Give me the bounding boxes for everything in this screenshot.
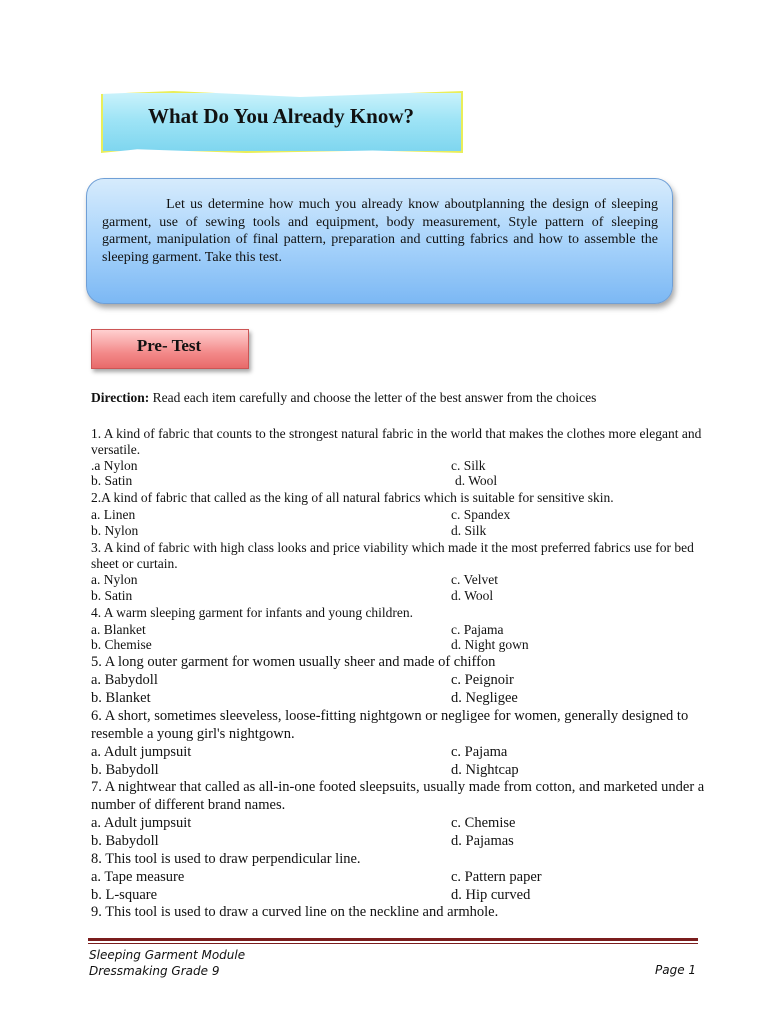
q1-option-d: d. Wool [455,473,498,488]
intro-paragraph: Let us determine how much you already know aboutplanning the design of sleeping garment, use of sewing tools and equipment, body measurement, Style pattern of sleeping garment, manipulation of final pattern, preparation and cutting fabrics and how to assemble the sleeping garment. Take this test. [102,197,658,265]
q4-option-b: b. Chemise [91,637,152,652]
footer-rule-thin [88,943,698,944]
question-1: 1. A kind of fabric that counts to the strongest natural fabric in the world that makes the clothes more elegant and versatile. [91,426,702,457]
q5-option-c: c. Peignoir [451,672,514,688]
intro-text [102,196,658,266]
q7-option-b: b. Babydoll [91,833,159,849]
footer-module: Sleeping Garment Module [89,948,246,962]
q6-option-a: a. Adult jumpsuit [91,744,192,760]
q7-option-d: d. Pajamas [451,833,514,849]
footer-rule-thick [88,938,698,941]
question-4: 4. A warm sleeping garment for infants and young children. [91,605,414,620]
q2-option-b: b. Nylon [91,523,139,538]
question-8: 8. This tool is used to draw perpendicular line. [91,851,361,867]
question-3: 3. A kind of fabric with high class looks and price viability which made it the most preferred fabrics use for bed sheet or curtain. [91,540,694,571]
question-2: 2.A kind of fabric that called as the king of all natural fabrics which is suitable for sensitive skin. [91,490,614,505]
q1-option-c: c. Silk [451,458,486,473]
q3-option-b: b. Satin [91,588,133,603]
q4-option-c: c. Pajama [451,622,504,637]
q8-option-c: c. Pattern paper [451,869,542,885]
q6-option-c: c. Pajama [451,744,508,760]
q3-option-c: c. Velvet [451,572,498,587]
q6-option-d: d. Nightcap [451,762,519,778]
page-number: Page 1 [655,963,697,977]
page-title: What Do You Already Know? [147,104,415,128]
q5-option-d: d. Negligee [451,690,518,706]
footer-left [89,947,245,979]
pretest-label: Pre- Test [136,336,202,355]
q8-option-b: b. L-square [91,887,158,903]
question-9: 9. This tool is used to draw a curved line on the neckline and armhole. [91,904,499,920]
q1-option-a: .a Nylon [91,458,138,473]
q4-option-a: a. Blanket [91,622,146,637]
question-5: 5. A long outer garment for women usually sheer and made of chiffon [91,654,496,670]
footer-grade: Dressmaking Grade 9 [89,964,220,978]
direction-label: Direction: [91,390,150,405]
direction-text: Read each item carefully and choose the letter of the best answer from the choices [149,390,597,405]
q2-option-a: a. Linen [91,507,136,522]
q6-option-b: b. Babydoll [91,762,159,778]
q7-option-c: c. Chemise [451,815,516,831]
question-6: 6. A short, sometimes sleeveless, loose-fitting nightgown or negligee for women, generally designed to resemble a young girl's nightgown. [91,708,689,742]
q5-option-b: b. Blanket [91,690,151,706]
q8-option-d: d. Hip curved [451,887,531,903]
q4-option-d: d. Night gown [451,637,529,652]
q3-option-d: d. Wool [451,588,494,603]
direction [91,390,711,406]
q2-option-c: c. Spandex [451,507,511,522]
q8-option-a: a. Tape measure [91,869,185,885]
q1-option-b: b. Satin [91,473,133,488]
question-7: 7. A nightwear that called as all-in-one footed sleepsuits, usually made from cotton, and marketed under a number of different brand names. [91,779,705,813]
q2-option-d: d. Silk [451,523,487,538]
q3-option-a: a. Nylon [91,572,138,587]
q5-option-a: a. Babydoll [91,672,158,688]
q7-option-a: a. Adult jumpsuit [91,815,192,831]
